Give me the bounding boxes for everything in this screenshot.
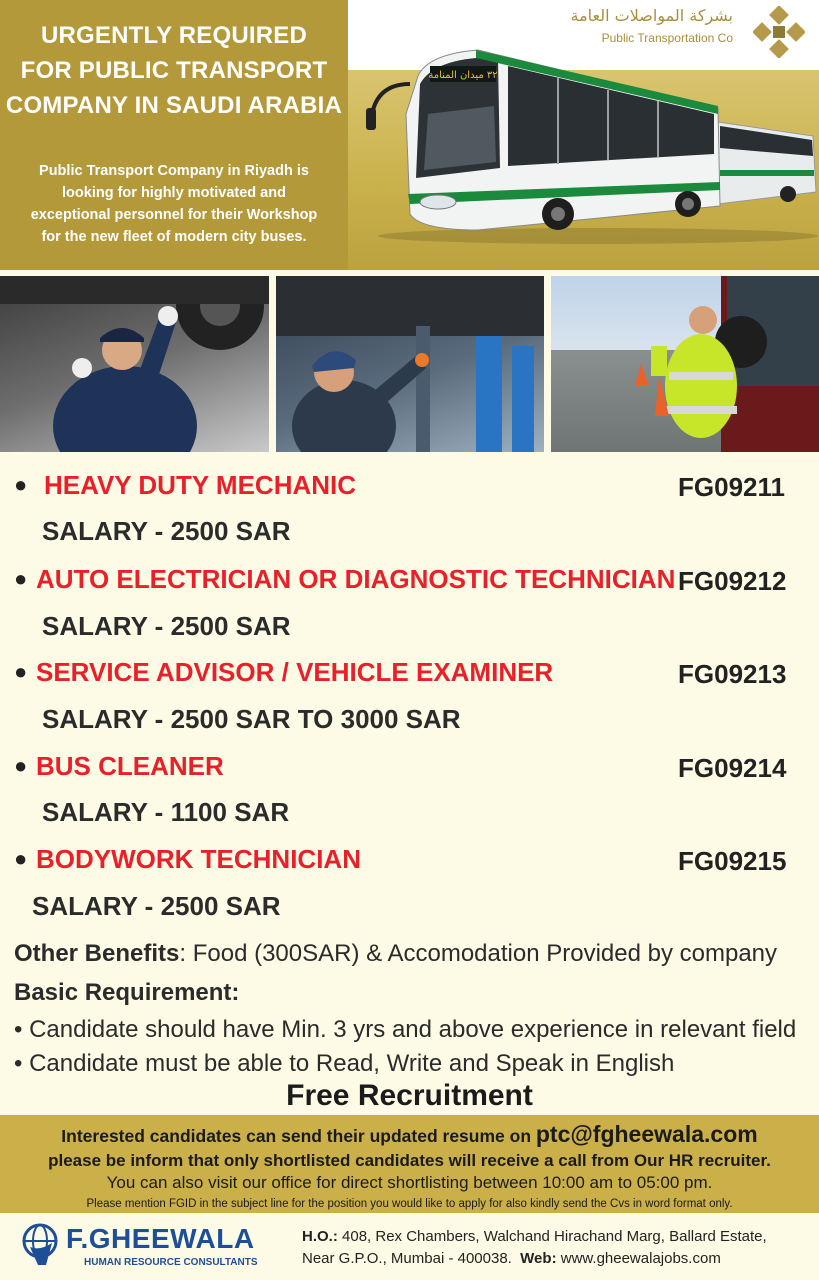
bus-destination-sign: ٣٢ ميدان المنامة [428,70,498,81]
resume-instruction [0,1121,819,1148]
job-salary: SALARY - 1100 SAR [42,797,290,827]
job-code: FG09212 [678,566,787,596]
globe-logo-icon [20,1221,62,1271]
benefits-label: Other Benefits [14,940,180,967]
job-title: HEAVY DUTY MECHANIC [44,470,357,500]
bullet-icon: ● [14,753,28,778]
office-visit-note: You can also visit our office for direct shortlisting between 10:00 am to 05:00 pm. [106,1173,713,1192]
job-title: BODYWORK TECHNICIAN [36,844,361,874]
headline-line: URGENTLY REQUIRED [40,22,308,49]
mechanic-photo [0,276,269,452]
headline-line: FOR PUBLIC TRANSPORT [20,57,328,84]
address-line: Near G.P.O., Mumbai - 400038. [302,1250,512,1267]
requirement-text: Candidate should have Min. 3 yrs and above experience in relevant field [29,1016,797,1043]
requirement-item [14,1016,796,1044]
web-label: Web: [520,1250,557,1267]
technician-under-vehicle-photo [276,276,544,452]
headline-line: COMPANY IN SAUDI ARABIA [5,92,343,119]
job-title: BUS CLEANER [36,751,224,781]
description-line: looking for highly motivated and [62,185,286,201]
roadside-assistance-photo [551,276,819,452]
bullet-icon: ● [14,566,28,591]
contact-email[interactable]: ptc@fgheewala.com [535,1121,758,1147]
requirement-item [14,1050,674,1078]
company-name: F.GHEEWALA [66,1223,255,1254]
bullet-icon: • [14,1050,30,1077]
job-title: SERVICE ADVISOR / VEHICLE EXAMINER [36,657,554,687]
company-tagline: HUMAN RESOURCE CONSULTANTS [84,1257,258,1268]
bullet-icon: ● [14,659,28,684]
job-salary: SALARY - 2500 SAR [32,891,281,921]
description-line: Public Transport Company in Riyadh is [39,163,309,179]
requirement-heading: Basic Requirement: [14,979,240,1006]
header-panel [0,0,348,270]
requirement-text: Candidate must be able to Read, Write and Speak in English [29,1050,675,1077]
website-link[interactable]: www.gheewalajobs.com [556,1250,721,1267]
description-line: for the new fleet of modern city buses. [41,229,307,245]
description-line: exceptional personnel for their Workshop [30,207,318,223]
resume-instruction-text: Interested candidates can send their updated resume on [61,1126,536,1146]
bus-illustration [358,44,818,244]
brand-arabic: بشركة المواصلات العامة [570,6,733,25]
contact-band [0,1115,819,1213]
address-web-line [302,1250,721,1267]
headline [0,18,348,123]
job-title: AUTO ELECTRICIAN OR DIAGNOSTIC TECHNICIAN [36,564,676,594]
company-description [10,160,338,248]
bullet-icon: ● [14,472,28,497]
bullet-icon: ● [14,846,28,871]
job-salary: SALARY - 2500 SAR [42,516,291,546]
head-office-address [302,1228,767,1245]
job-salary: SALARY - 2500 SAR TO 3000 SAR [42,704,461,734]
job-code: FG09213 [678,659,787,689]
shortlist-note: please be inform that only shortlisted candidates will receive a call from Our HR recruiter. [48,1151,771,1170]
job-code: FG09211 [678,472,785,502]
footer [0,1213,819,1280]
job-salary: SALARY - 2500 SAR [42,611,291,641]
benefits-text: : Food (300SAR) & Accomodation Provided by company [179,940,778,967]
bullet-icon: • [14,1016,30,1043]
client-brand [571,6,733,45]
brand-english: Public Transportation Co [601,31,733,45]
subject-line-note: Please mention FGID in the subject line for the position you would like to apply for also kindly send the Cvs in word format only. [86,1198,733,1210]
job-code: FG09214 [678,753,787,783]
other-benefits [14,940,777,968]
address-line: 408, Rex Chambers, Walchand Hirachand Marg, Ballard Estate, [337,1228,767,1245]
free-recruitment: Free Recruitment [286,1079,533,1112]
job-code: FG09215 [678,846,787,876]
bus-banner [348,0,819,270]
ho-label: H.O.: [302,1228,338,1245]
